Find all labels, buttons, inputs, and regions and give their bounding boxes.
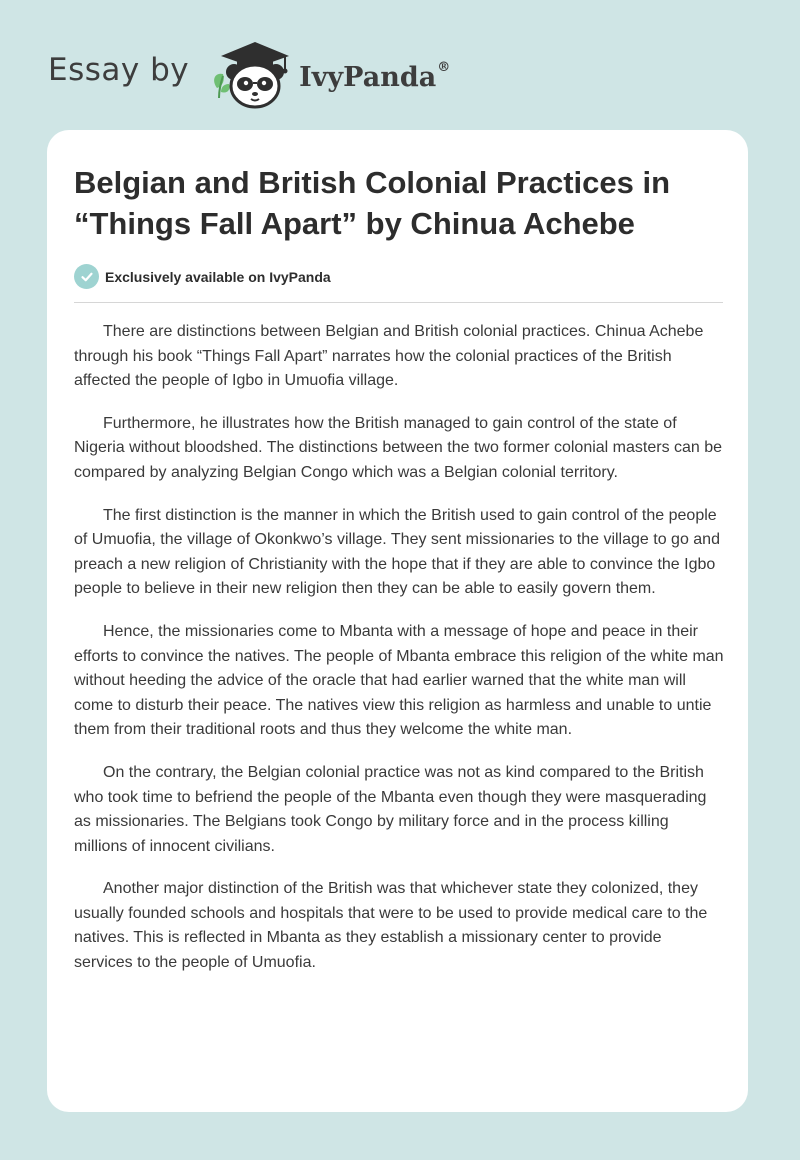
essay-body <box>74 320 724 994</box>
paragraph: There are distinctions between Belgian and British colonial practices. Chinua Achebe through his book “Things Fall Apart” narrates how the colonial practices of the British affected the people of Igbo in Umuofia village. <box>74 323 704 390</box>
check-icon <box>74 264 99 289</box>
site-header <box>48 34 450 110</box>
paragraph: On the contrary, the Belgian colonial practice was not as kind compared to the British who took time to befriend the people of the Mbanta even though they were masquerading as missionaries. The Belgians took Congo by military force and in the process killing millions of innocent civilians. <box>74 763 707 855</box>
essay-by-label: Essay by <box>48 52 190 88</box>
panda-graduate-icon[interactable] <box>207 34 295 110</box>
brand-text: IvyPanda <box>299 61 437 93</box>
paragraph: Another major distinction of the British was that whichever state they colonized, they usually founded schools and hospitals that were to be used to provide medical care to the natives. This is reflected in Mbanta as they establish a missionary center to provide services to the people of Umuofia. <box>74 880 708 972</box>
paragraph: Hence, the missionaries come to Mbanta with a message of hope and peace in their efforts to convince the natives. The people of Mbanta embrace this religion of the white man without heeding the advice of the oracle that had earlier warned that the white man will come to disturb their peace. The natives view this religion as harmless and unable to untie them from their traditional roots and thus they welcome the white man. <box>74 622 724 739</box>
paragraph: Furthermore, he illustrates how the British managed to gain control of the state of Nigeria without bloodshed. The distinctions between the two former colonial masters can be compared by analyzing Belgian Congo which was a Belgian colonial territory. <box>74 414 723 481</box>
essay-title: Belgian and British Colonial Practices in “Things Fall Apart” by Chinua Achebe <box>74 165 671 241</box>
exclusive-badge <box>74 264 331 289</box>
paragraph: The first distinction is the manner in which the British used to gain control of the people of Umuofia, the village of Okonkwo’s village. They sent missionaries to the village to go and preach a new religion of Christianity with the hope that if they are able to convince the Igbo people to believe in their new religion then they can be able to easily govern them. <box>74 506 720 598</box>
essay-card <box>47 130 748 1112</box>
brand-name[interactable] <box>299 59 451 93</box>
divider <box>74 302 723 303</box>
exclusive-label: Exclusively available on IvyPanda <box>105 268 331 285</box>
registered-mark: ® <box>437 59 451 75</box>
